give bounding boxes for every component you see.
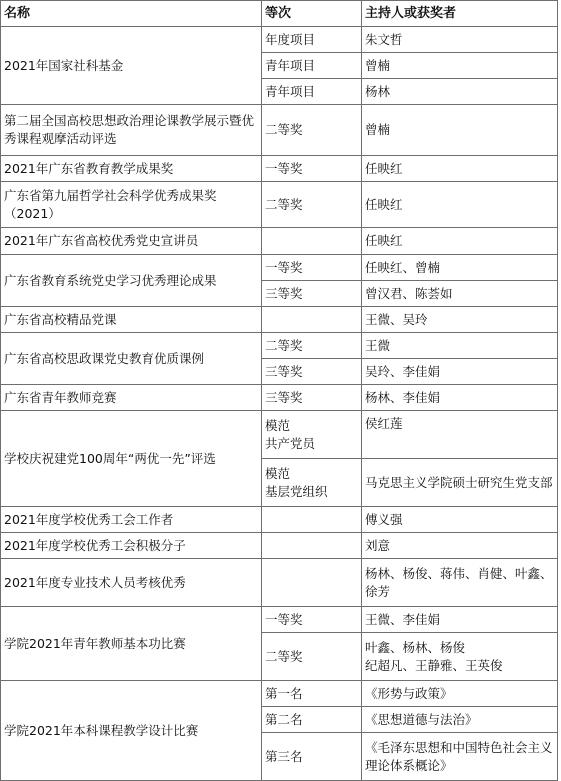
award-level xyxy=(262,228,362,255)
table-row xyxy=(1,607,558,633)
award-name: 第二届全国高校思想政治理论课教学展示暨优秀课程观摩活动评选 xyxy=(1,105,262,156)
award-level: 年度项目 xyxy=(262,27,362,53)
award-level: 青年项目 xyxy=(262,79,362,105)
table-row xyxy=(1,559,558,607)
award-person: 王微、吴玲 xyxy=(362,307,558,333)
award-name: 2021年广东省高校优秀党史宣讲员 xyxy=(1,228,262,255)
award-person: 任映红 xyxy=(362,228,558,255)
award-level xyxy=(262,307,362,333)
award-person: 《形势与政策》 xyxy=(362,681,558,707)
award-level: 二等奖 xyxy=(262,182,362,228)
table-row xyxy=(1,156,558,182)
award-person: 刘意 xyxy=(362,533,558,559)
table-row xyxy=(1,507,558,533)
award-level: 第二名 xyxy=(262,707,362,733)
award-person: 曾汉君、陈荟如 xyxy=(362,281,558,307)
award-person: 杨林、杨俊、蒋伟、肖健、叶鑫、徐芳 xyxy=(362,559,558,607)
award-name: 2021年广东省教育教学成果奖 xyxy=(1,156,262,182)
table-row xyxy=(1,533,558,559)
award-level: 一等奖 xyxy=(262,255,362,281)
award-name: 广东省高校思政课党史教育优质课例 xyxy=(1,333,262,385)
award-name: 学校庆祝建党100周年“两优一先”评选 xyxy=(1,411,262,507)
header-level: 等次 xyxy=(262,1,362,27)
award-level xyxy=(262,507,362,533)
table-row xyxy=(1,105,558,156)
award-person: 侯红莲 xyxy=(362,411,558,459)
award-level: 一等奖 xyxy=(262,156,362,182)
award-person: 马克思主义学院硕士研究生党支部 xyxy=(362,459,558,507)
award-level: 二等奖 xyxy=(262,105,362,156)
award-level: 三等奖 xyxy=(262,385,362,411)
award-name: 广东省第九届哲学社会科学优秀成果奖（2021） xyxy=(1,182,262,228)
table-row xyxy=(1,385,558,411)
award-level: 三等奖 xyxy=(262,359,362,385)
table-row xyxy=(1,411,558,459)
award-person: 曾楠 xyxy=(362,105,558,156)
award-person: 曾楠 xyxy=(362,53,558,79)
award-level: 模范 基层党组织 xyxy=(262,459,362,507)
award-name: 2021年度学校优秀工会工作者 xyxy=(1,507,262,533)
award-level: 二等奖 xyxy=(262,333,362,359)
table-row xyxy=(1,333,558,359)
award-name: 学院2021年本科课程教学设计比赛 xyxy=(1,681,262,781)
award-level: 模范 共产党员 xyxy=(262,411,362,459)
table-row xyxy=(1,27,558,53)
award-person: 杨林、李佳娟 xyxy=(362,385,558,411)
award-name: 广东省青年教师竞赛 xyxy=(1,385,262,411)
header-name: 名称 xyxy=(1,1,262,27)
table-row xyxy=(1,681,558,707)
award-person: 《思想道德与法治》 xyxy=(362,707,558,733)
award-name: 学院2021年青年教师基本功比赛 xyxy=(1,607,262,681)
award-person: 王微、李佳娟 xyxy=(362,607,558,633)
award-name: 广东省高校精品党课 xyxy=(1,307,262,333)
award-level xyxy=(262,533,362,559)
award-name: 2021年度学校优秀工会积极分子 xyxy=(1,533,262,559)
table-row xyxy=(1,255,558,281)
award-level: 青年项目 xyxy=(262,53,362,79)
award-person: 《毛泽东思想和中国特色社会主义理论体系概论》 xyxy=(362,733,558,781)
award-level: 二等奖 xyxy=(262,633,362,681)
award-person: 任映红、曾楠 xyxy=(362,255,558,281)
award-person: 王微 xyxy=(362,333,558,359)
award-person: 朱文哲 xyxy=(362,27,558,53)
header-row xyxy=(1,1,558,27)
award-person: 吴玲、李佳娟 xyxy=(362,359,558,385)
table-row xyxy=(1,307,558,333)
award-person: 叶鑫、杨林、杨俊 纪超凡、王静雅、王英俊 xyxy=(362,633,558,681)
award-level: 三等奖 xyxy=(262,281,362,307)
award-level: 一等奖 xyxy=(262,607,362,633)
award-person: 任映红 xyxy=(362,156,558,182)
award-level: 第一名 xyxy=(262,681,362,707)
header-person: 主持人或获奖者 xyxy=(362,1,558,27)
award-name: 广东省教育系统党史学习优秀理论成果 xyxy=(1,255,262,307)
table-row xyxy=(1,228,558,255)
award-person: 杨林 xyxy=(362,79,558,105)
award-person: 傅义强 xyxy=(362,507,558,533)
award-level: 第三名 xyxy=(262,733,362,781)
award-name: 2021年国家社科基金 xyxy=(1,27,262,105)
award-name: 2021年度专业技术人员考核优秀 xyxy=(1,559,262,607)
award-person: 任映红 xyxy=(362,182,558,228)
award-level xyxy=(262,559,362,607)
table-row xyxy=(1,182,558,228)
